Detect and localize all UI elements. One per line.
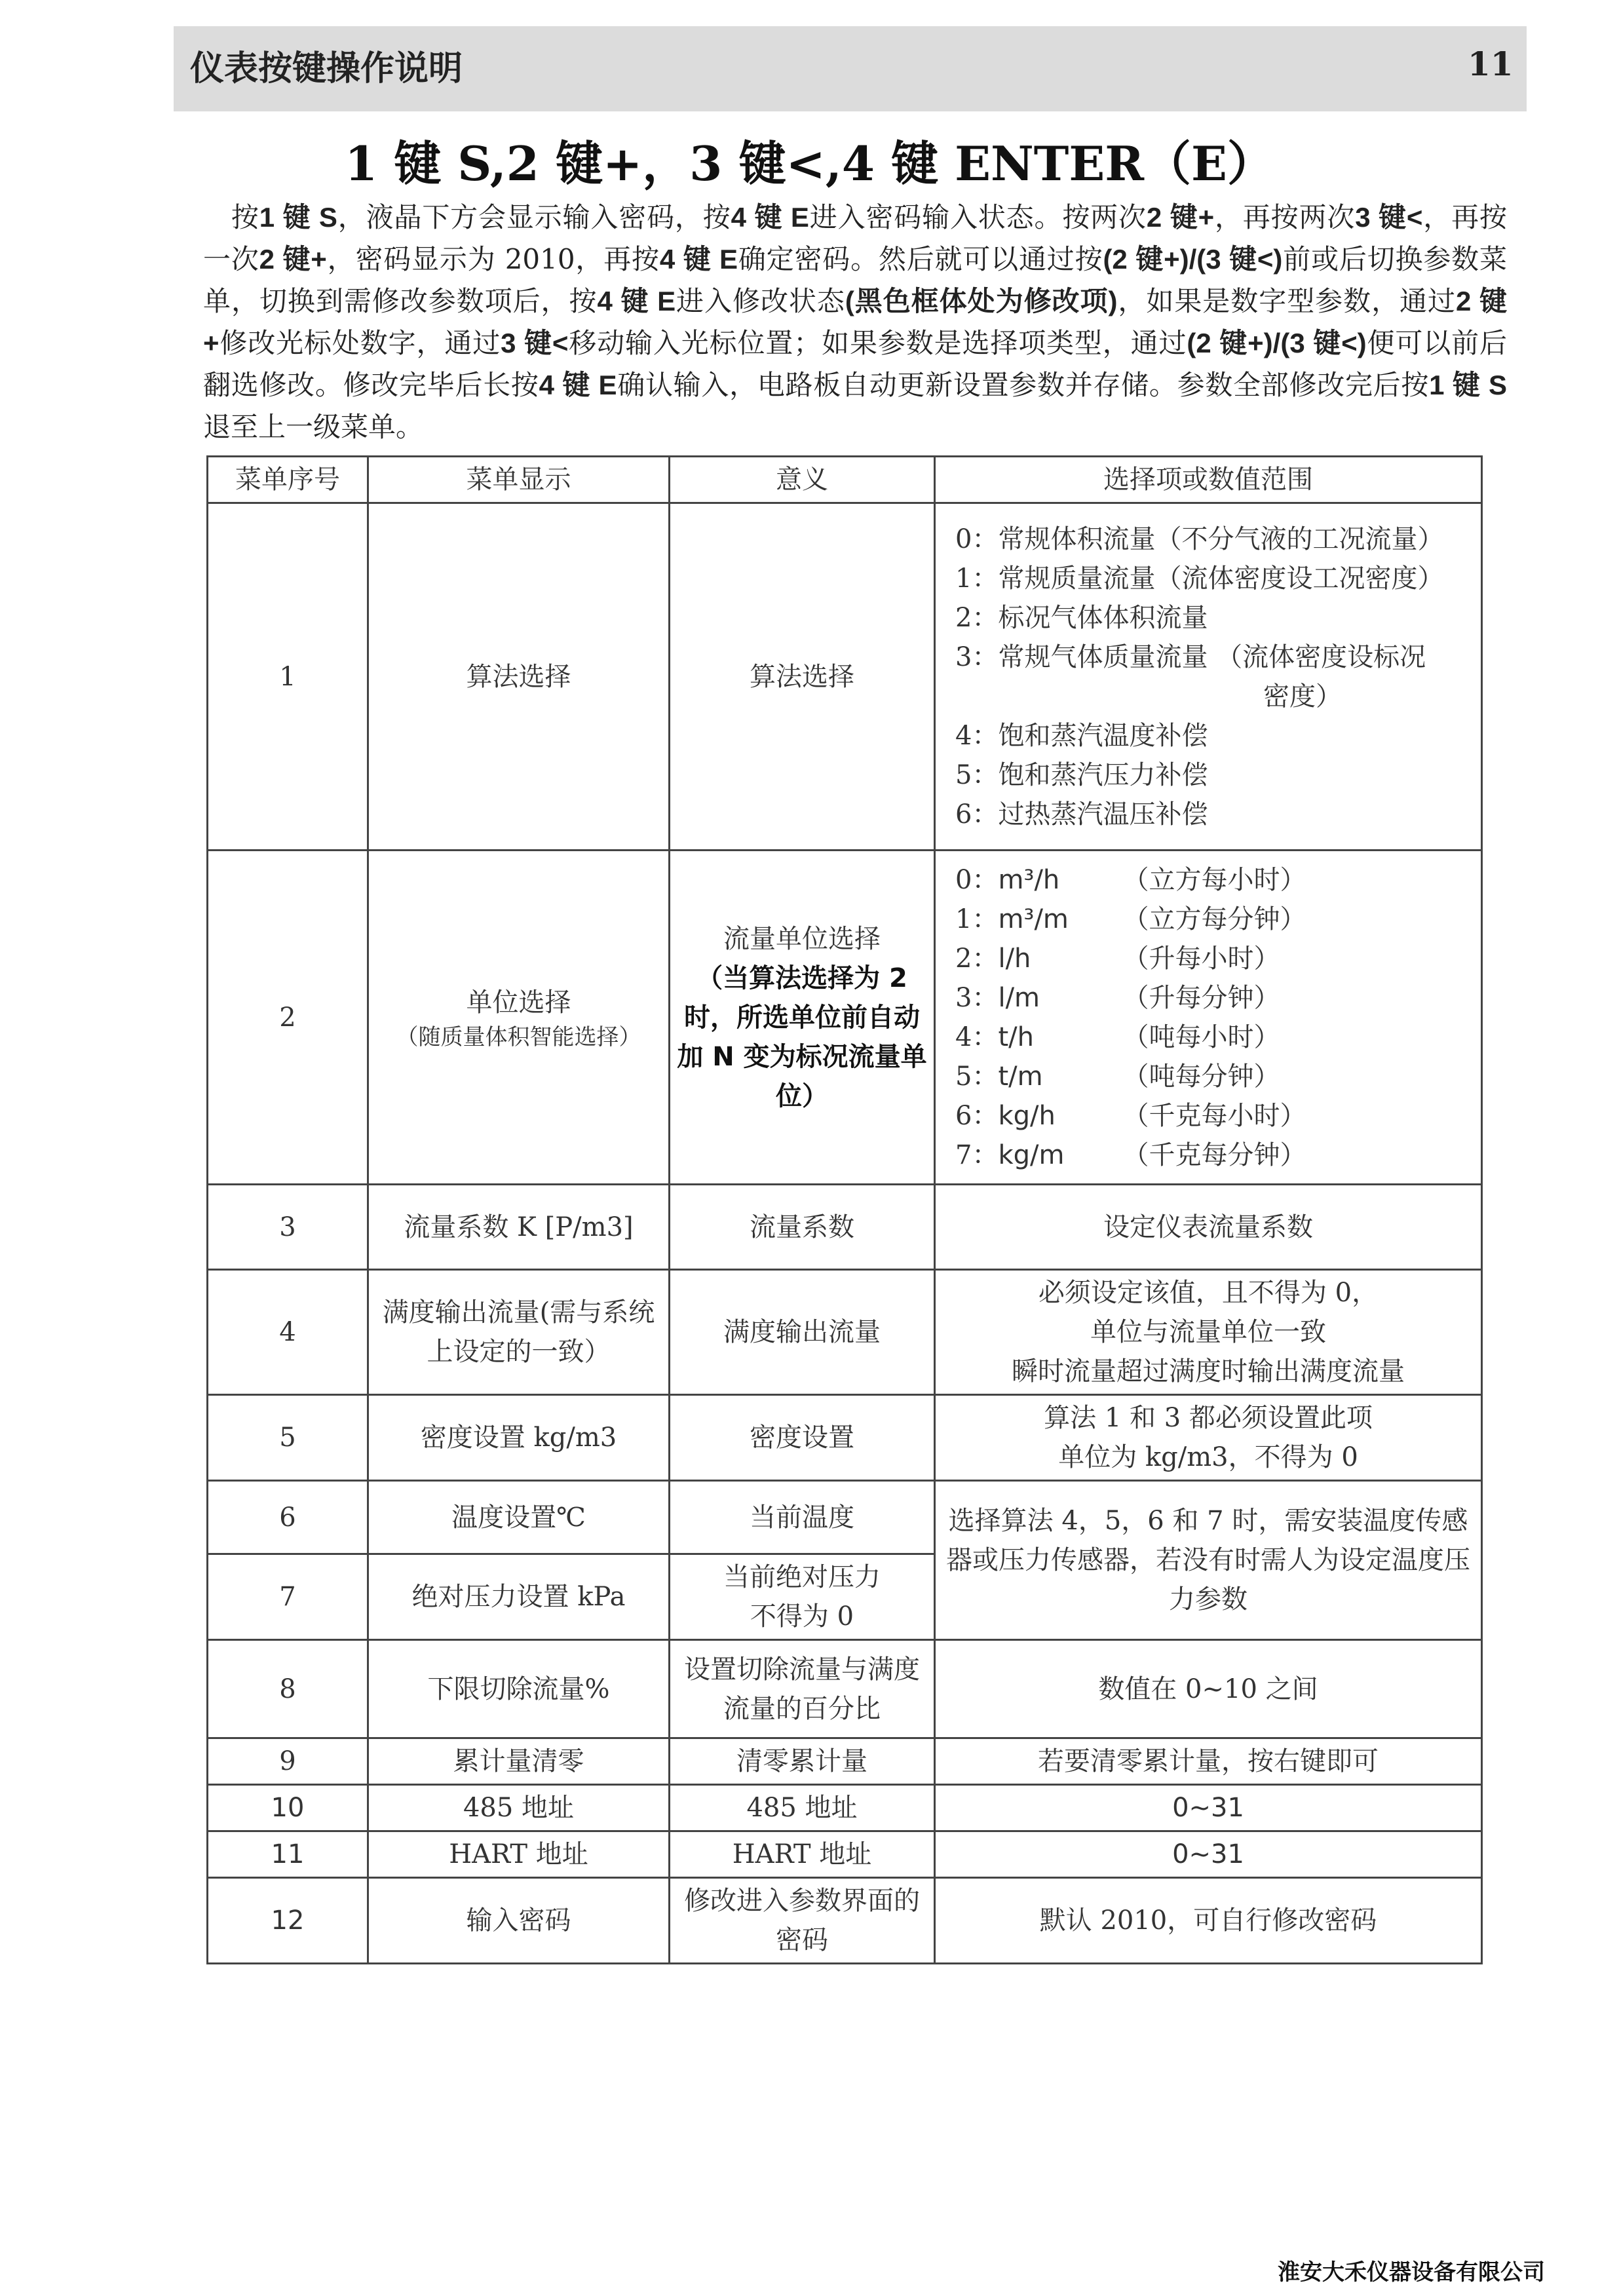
option-item: 0：常规体积流量（不分气液的工况流量） — [955, 524, 1444, 554]
intro-key: 4 键 E — [731, 202, 809, 233]
unit-item — [955, 939, 1476, 978]
intro-key: 4 键 E — [539, 370, 617, 400]
menu-display: 温度设置℃ — [368, 1481, 670, 1554]
column-header: 菜单显示 — [368, 457, 670, 503]
menu-meaning-text: 流量单位选择 — [723, 923, 881, 954]
meaning-line: 当前绝对压力 — [723, 1562, 881, 1592]
intro-text: 便可以前后翻选修改。修改完毕后长按 — [203, 327, 1507, 401]
menu-no: 7 — [208, 1554, 368, 1640]
value-range: 0~31 — [935, 1831, 1482, 1878]
value-range — [935, 1270, 1482, 1395]
unit-item — [955, 1057, 1476, 1096]
range-line: 算法 1 和 3 都必须设置此项 — [1044, 1403, 1373, 1433]
table-row — [208, 1831, 1482, 1878]
unit-item — [955, 1096, 1476, 1136]
table-row — [208, 1878, 1482, 1964]
intro-key: 1 键 S — [259, 202, 337, 233]
unit-symbol: m³/h — [998, 864, 1060, 895]
unit-desc: （千克每小时） — [1122, 1100, 1306, 1131]
menu-display: 输入密码 — [368, 1878, 670, 1964]
menu-display: 密度设置 kg/m3 — [368, 1395, 670, 1481]
intro-key: 2 键+ — [259, 244, 327, 275]
intro-text: 进入密码输入状态。按两次 — [809, 201, 1147, 233]
unit-symbol: kg/m — [998, 1139, 1065, 1170]
option-item: 2：标况气体体积流量 — [955, 602, 1208, 633]
intro-text: 修改光标处数字，通过 — [219, 327, 501, 359]
intro-key: 3 键< — [1355, 202, 1423, 233]
table-row — [208, 1481, 1482, 1554]
column-header: 选择项或数值范围 — [935, 457, 1482, 503]
intro-text: ，密码显示为 2010，再按 — [326, 243, 660, 275]
menu-meaning: 当前温度 — [670, 1481, 935, 1554]
unit-index: 6： — [955, 1100, 999, 1131]
menu-no: 6 — [208, 1481, 368, 1554]
company-footer: 淮安大禾仪器设备有限公司 — [1278, 2259, 1545, 2286]
table-row — [208, 1738, 1482, 1785]
unit-symbol: t/m — [998, 1061, 1043, 1092]
unit-symbol: kg/h — [998, 1100, 1056, 1131]
table-row — [208, 851, 1482, 1185]
unit-item — [955, 1018, 1476, 1057]
menu-meaning: 清零累计量 — [670, 1738, 935, 1785]
option-list — [935, 503, 1482, 851]
meaning-line: 不得为 0 — [750, 1601, 854, 1632]
unit-desc: （升每分钟） — [1122, 982, 1280, 1013]
unit-index: 4： — [955, 1022, 999, 1052]
table-row — [208, 1270, 1482, 1395]
menu-no: 2 — [208, 851, 368, 1185]
unit-symbol: l/h — [998, 943, 1031, 974]
range-line: 瞬时流量超过满度时输出满度流量 — [1012, 1356, 1405, 1387]
intro-key: 1 键 S — [1429, 370, 1507, 400]
menu-no: 8 — [208, 1640, 368, 1738]
intro-key: 2 键+ — [1146, 202, 1215, 233]
table-row — [208, 1395, 1482, 1481]
intro-text: 进入修改状态 — [676, 285, 845, 317]
intro-text: 按 — [231, 201, 259, 233]
menu-meaning: 485 地址 — [670, 1785, 935, 1831]
unit-index: 0： — [955, 864, 999, 895]
range-line: 必须设定该值，且不得为 0， — [1038, 1278, 1379, 1308]
unit-index: 5： — [955, 1061, 999, 1092]
table-header-row — [208, 457, 1482, 503]
menu-no: 3 — [208, 1185, 368, 1270]
value-range: 0~31 — [935, 1785, 1482, 1831]
intro-text: ，如果是数字型参数，通过 — [1117, 285, 1456, 317]
unit-item — [955, 1136, 1476, 1175]
option-item: 1：常规质量流量（流体密度设工况密度） — [955, 563, 1444, 594]
menu-display-note: （随质量体积智能选择） — [396, 1024, 641, 1050]
intro-key: 4 键 E — [597, 286, 676, 316]
unit-item — [955, 900, 1476, 939]
intro-key: (2 键+)/(3 键<) — [1103, 244, 1283, 275]
intro-text: 前或后切换参数菜单，切换到需修改参数项后，按 — [203, 243, 1507, 317]
unit-desc: （吨每小时） — [1122, 1022, 1280, 1052]
intro-paragraph — [203, 197, 1507, 448]
unit-desc: （立方每分钟） — [1122, 904, 1306, 934]
value-range: 设定仪表流量系数 — [935, 1185, 1482, 1270]
intro-text: 确定密码。然后就可以通过按 — [738, 243, 1103, 275]
column-header: 意义 — [670, 457, 935, 503]
menu-meaning — [670, 851, 935, 1185]
table-row — [208, 1185, 1482, 1270]
intro-key: 3 键< — [501, 328, 569, 358]
menu-no: 1 — [208, 503, 368, 851]
unit-index: 3： — [955, 982, 999, 1013]
intro-text: ，再按两次 — [1214, 201, 1356, 233]
menu-display: 满度输出流量(需与系统上设定的一致） — [368, 1270, 670, 1395]
page-header-title: 仪表按键操作说明 — [190, 49, 463, 88]
menu-no: 9 — [208, 1738, 368, 1785]
table-row — [208, 1640, 1482, 1738]
menu-display-text: 单位选择 — [466, 987, 571, 1018]
menu-no: 11 — [208, 1831, 368, 1878]
unit-desc: （立方每小时） — [1122, 864, 1306, 895]
intro-text: 确认输入，电路板自动更新设置参数并存储。参数全部修改完后按 — [617, 369, 1430, 401]
unit-symbol: t/h — [998, 1022, 1034, 1052]
option-item: 5：饱和蒸汽压力补偿 — [955, 759, 1208, 790]
unit-index: 2： — [955, 943, 999, 974]
unit-item — [955, 860, 1476, 900]
intro-text: ，液晶下方会显示输入密码，按 — [337, 201, 731, 233]
unit-list — [935, 851, 1482, 1185]
intro-key: (黑色框体处为修改项) — [845, 286, 1118, 316]
value-range: 数值在 0~10 之间 — [935, 1640, 1482, 1738]
menu-meaning: 修改进入参数界面的密码 — [670, 1878, 935, 1964]
intro-key: (2 键+)/(3 键<) — [1187, 328, 1367, 358]
column-header: 菜单序号 — [208, 457, 368, 503]
unit-index: 1： — [955, 904, 999, 934]
intro-text: 退至上一级菜单。 — [203, 411, 424, 443]
option-item: 密度） — [1263, 681, 1342, 712]
unit-desc: （吨每分钟） — [1122, 1061, 1280, 1092]
value-range — [935, 1395, 1482, 1481]
menu-meaning-note: （当算法选择为 2 时，所选单位前自动加 N 变为标况流量单位） — [677, 963, 927, 1111]
unit-symbol: l/m — [998, 982, 1040, 1013]
menu-display: 下限切除流量% — [368, 1640, 670, 1738]
intro-text: ，再按一次 — [203, 201, 1507, 275]
section-heading: 1 键 S,2 键+，3 键<,4 键 ENTER（E） — [345, 136, 1274, 191]
value-range: 默认 2010，可自行修改密码 — [935, 1878, 1482, 1964]
menu-meaning: HART 地址 — [670, 1831, 935, 1878]
menu-meaning: 满度输出流量 — [670, 1270, 935, 1395]
option-item: 3：常规气体质量流量 （流体密度设标况 — [955, 641, 1426, 672]
option-item: 4：饱和蒸汽温度补偿 — [955, 720, 1208, 751]
menu-display: 流量系数 K [P/m3] — [368, 1185, 670, 1270]
table-row — [208, 1785, 1482, 1831]
parameter-table — [206, 455, 1483, 1964]
intro-key: 2 键+ — [203, 286, 1507, 358]
menu-meaning — [670, 1554, 935, 1640]
range-line: 单位与流量单位一致 — [1090, 1317, 1326, 1347]
unit-symbol: m³/m — [998, 904, 1069, 934]
menu-no: 12 — [208, 1878, 368, 1964]
value-range: 选择算法 4，5，6 和 7 时，需安装温度传感器或压力传感器，若没有时需人为设定温度压力参数 — [935, 1481, 1482, 1640]
option-item: 6：过热蒸汽温压补偿 — [955, 799, 1208, 830]
intro-text: 移动输入光标位置；如果参数是选择项类型，通过 — [568, 327, 1187, 359]
unit-desc: （升每小时） — [1122, 943, 1280, 974]
unit-index: 7： — [955, 1139, 999, 1170]
menu-display: 485 地址 — [368, 1785, 670, 1831]
value-range: 若要清零累计量，按右键即可 — [935, 1738, 1482, 1785]
menu-meaning: 密度设置 — [670, 1395, 935, 1481]
intro-key: 4 键 E — [659, 244, 738, 275]
menu-no: 10 — [208, 1785, 368, 1831]
menu-no: 5 — [208, 1395, 368, 1481]
menu-no: 4 — [208, 1270, 368, 1395]
menu-meaning: 流量系数 — [670, 1185, 935, 1270]
unit-desc: （千克每分钟） — [1122, 1139, 1306, 1170]
range-line: 单位为 kg/m3，不得为 0 — [1058, 1442, 1358, 1472]
unit-item — [955, 978, 1476, 1018]
menu-display: 绝对压力设置 kPa — [368, 1554, 670, 1640]
menu-display — [368, 851, 670, 1185]
menu-display: 算法选择 — [368, 503, 670, 851]
menu-display: HART 地址 — [368, 1831, 670, 1878]
page-number: 11 — [1468, 45, 1514, 83]
menu-meaning: 设置切除流量与满度流量的百分比 — [670, 1640, 935, 1738]
menu-display: 累计量清零 — [368, 1738, 670, 1785]
table-row — [208, 503, 1482, 851]
menu-meaning: 算法选择 — [670, 503, 935, 851]
